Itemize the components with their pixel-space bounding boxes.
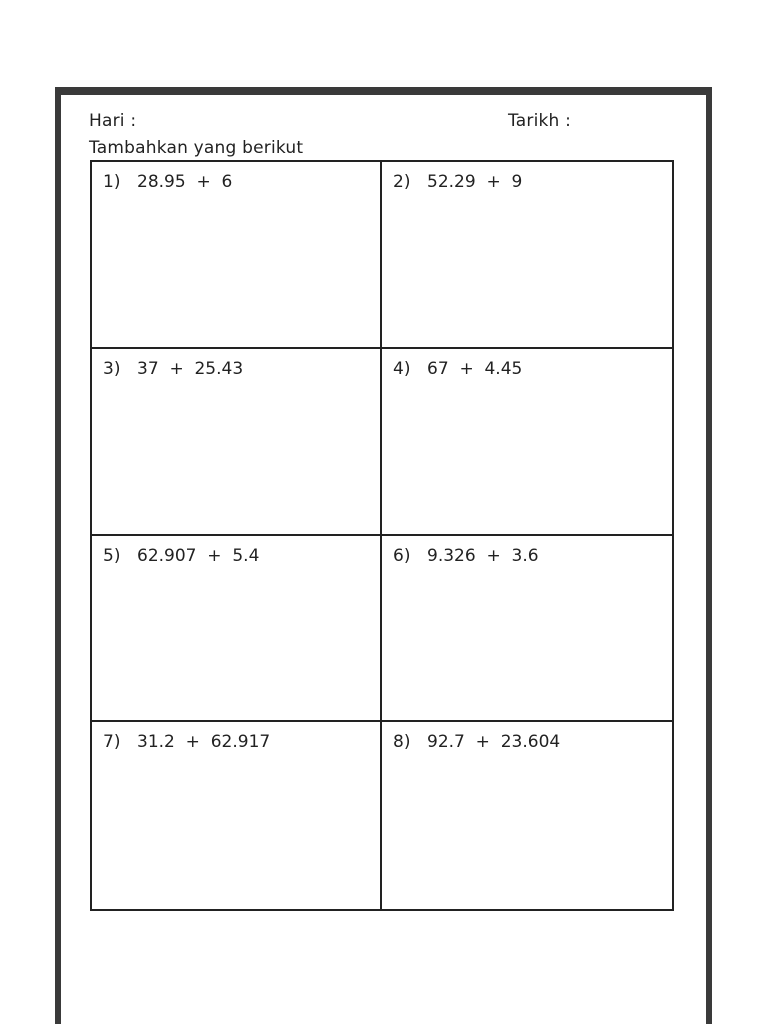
question-expression: 92.7 + 23.604 (427, 732, 561, 753)
question-cell-4 (382, 349, 672, 536)
instruction-text: Tambahkan yang berikut (89, 138, 304, 158)
question-number: 6) (393, 545, 411, 566)
question-grid (90, 160, 674, 911)
question-expression: 28.95 + 6 (137, 172, 233, 192)
question-number: 7) (103, 732, 121, 753)
question-number: 3) (103, 358, 121, 379)
question-cell-7 (92, 722, 382, 909)
question-cell-1 (92, 162, 382, 349)
hari-label: Hari : (89, 111, 137, 131)
question-expression: 9.326 + 3.6 (427, 545, 539, 566)
question-number: 2) (393, 172, 411, 192)
question-cell-2 (382, 162, 672, 349)
question-expression: 52.29 + 9 (427, 172, 523, 192)
question-expression: 37 + 25.43 (137, 358, 244, 379)
question-expression: 62.907 + 5.4 (137, 545, 260, 566)
question-expression: 31.2 + 62.917 (137, 732, 271, 753)
question-cell-6 (382, 536, 672, 723)
question-cell-8 (382, 722, 672, 909)
question-cell-5 (92, 536, 382, 723)
tarikh-label: Tarikh : (508, 111, 572, 131)
question-expression: 67 + 4.45 (427, 358, 523, 379)
question-number: 5) (103, 545, 121, 566)
question-cell-3 (92, 349, 382, 536)
question-number: 1) (103, 172, 121, 192)
question-number: 4) (393, 358, 411, 379)
question-number: 8) (393, 732, 411, 753)
